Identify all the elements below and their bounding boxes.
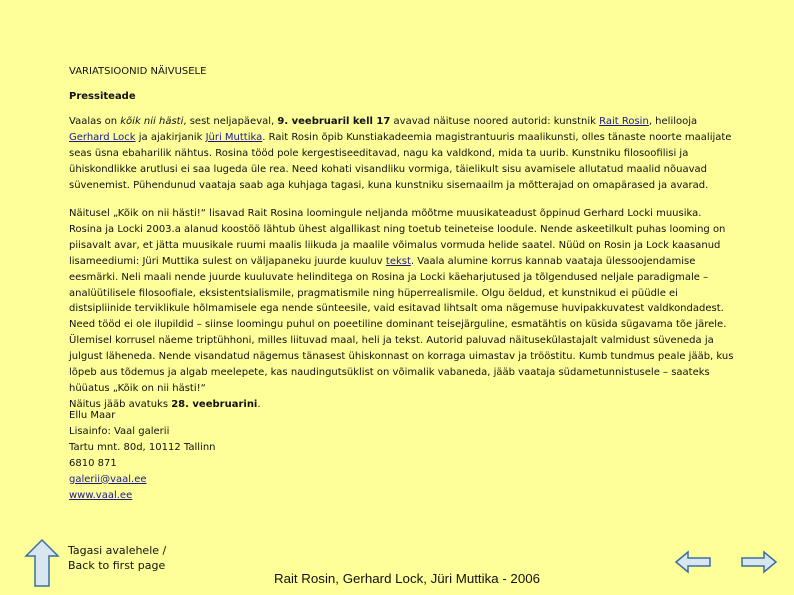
contact-address: Tartu mnt. 80d, 10112 Tallinn bbox=[69, 441, 216, 453]
link-tekst[interactable]: tekst bbox=[385, 255, 411, 267]
exhibition-paragraph: Näitusel „Kõik on nii hästi!“ lisavad Rait Rosina loomingule neljanda mõõtme muusikateadust õppinud Gerhard Locki muusika. Rosina ja Locki 2003.a alanud koostöö lähtub ühest algallikast ning toetub teineteise loodule. Nende askeetilkult puhas looming on piisavalt avar, et jätta muusikale ruumi maalis liikuda ja maalile võimalus vormuda helide saatel. Nüüd on Rosin ja Lock kaasanud lisameediumi: Jüri Muttika sulest on väljapaneku juurde kuuluv tekst. Vaala alumine korrus kannab vaataja ülessoojendamise eesmärki. Neli maali nende juurde kuuluvate helinditega on Rosina ja Locki käeharjutused ja tõlgendused neljale paradigmale – analüütilisele filosoofiale, eksistentsialismile, pragmatismile ning hüperrealismile. Olgu öeldud, et kunstnikud ei püüdle ei distsipliinide terviklikule hõlmamisele ega nende sünteesile, vaid esitavad lihtsalt oma nägemuse huvipakkuvatest valdkondadest. Need tööd ei ole ilupildid – siinse loomingu puhul on poeetiline dominant teisejärguline, esmatähtis on küsida sügavama tõe järele. Ülemisel korrusel näeme triptühhoni, milles liituvad maal, heli ja tekst. Autorid paluvad näitusekülastajalt valmidust süveneda ja julgust läheneda. Nende visandatud nägemus tänasest ühiskonnast on korraga uimastav ja trööstitu. Kumb tundmus peale jääb, kus lõpeb aus tõdemus ja algab meelepete, kas naudingutsüklist on võimalik vabaneda, jääb vaataja südametunnistusele – saateks hüüatus „Kõik on nii hästi!“ Näitus jääb avatuks 28. veebruarini. bbox=[69, 208, 734, 410]
right-arrow-icon[interactable] bbox=[740, 550, 778, 574]
contact-info-label: Lisainfo: Vaal galerii bbox=[69, 425, 170, 437]
footer-caption: Rait Rosin, Gerhard Lock, Jüri Muttika - 2006 bbox=[273, 571, 541, 586]
contact-website-link[interactable]: www.vaal.ee bbox=[69, 489, 133, 501]
left-arrow-icon[interactable] bbox=[674, 550, 712, 574]
contact-email-link[interactable]: galerii@vaal.ee bbox=[69, 473, 147, 485]
contact-block bbox=[69, 408, 737, 503]
intro-paragraph: Vaalas on kõik nii hästi, sest neljapäeval, 9. veebruaril kell 17 avavad näituse noored autorid: kunstnik Rait Rosin, helilooja Gerhard Lock ja ajakirjanik Jüri Muttika. Rait Rosin õpib Kunstiakadeemia magistrantuuris maalikunsti, olles tänaste noorte maalijate seas üsna ebaharilik nähtus. Rosina tööd pole kergestiseeditavad, nagu ka valdkond, mida ta uurib. Kunstniku filosoofilisi ja ühiskondlikke arutlusi ei saa lugeda üle rea. Need kohati visandliku vormiga, täielikult sisu avamisele allutatud maalid nõuavad süvenemist. Pühendunud vaataja saab aga kuhjaga tagasi, kuna kunstniku sisemaailm ja mõtterajad on omapärased ja avarad. bbox=[69, 116, 732, 191]
contact-name: Ellu Maar bbox=[69, 410, 116, 421]
link-gerhard-lock[interactable]: Gerhard Lock bbox=[69, 131, 136, 143]
press-release-heading: Pressiteade bbox=[69, 91, 136, 102]
contact-phone: 6810 871 bbox=[69, 457, 117, 469]
link-juri-muttika[interactable]: Jüri Muttika bbox=[205, 131, 263, 143]
link-rait-rosin[interactable]: Rait Rosin bbox=[599, 116, 649, 127]
page-title: VARIATSIOONID NÄIVUSELE bbox=[69, 66, 207, 77]
back-to-first-page-link[interactable]: Tagasi avalehele / Back to first page bbox=[68, 544, 167, 572]
